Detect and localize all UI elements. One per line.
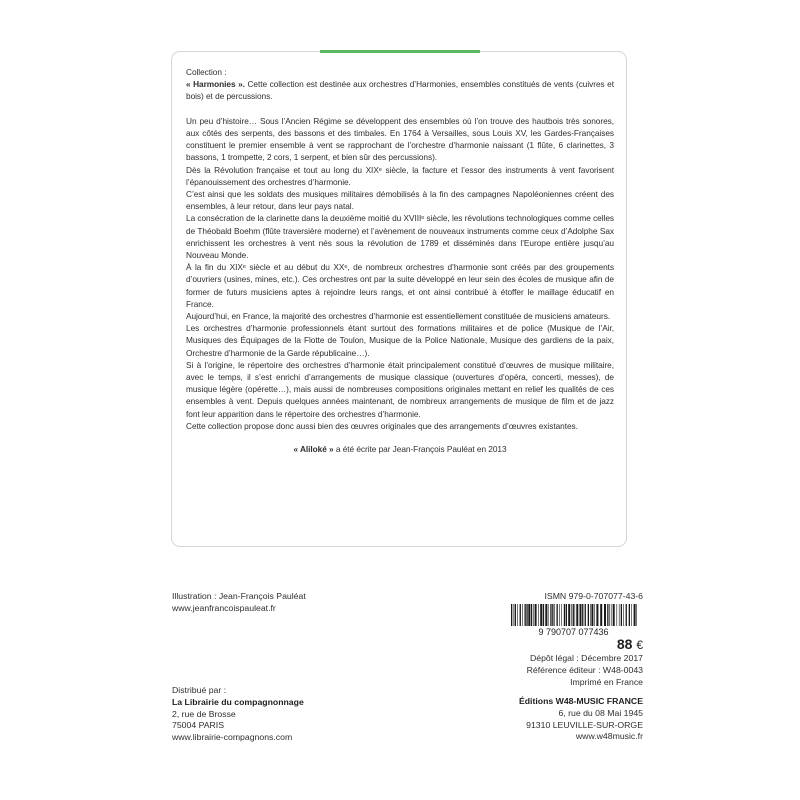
collection-intro — [186, 78, 614, 102]
barcode-bar — [596, 604, 598, 626]
barcode-bar — [561, 604, 562, 626]
paragraph-history: Un peu d’histoire… Sous l’Ancien Régime se développent des ensembles où l’on trouve des hautbois très sonores, aux côtés des serpents, des bassons et des timbales. En 1764 à Versailles, sous Louis XV, les Gardes-Françaises constituent le premier ensemble à vent se rapprochant de l’orchestre d’harmonie naissant (1 flûte, 6 clarinettes, 3 bassons, 1 trompette, 2 cors, 1 serpent, et bien sûr des percussions). — [186, 115, 614, 163]
price — [617, 636, 643, 654]
barcode-bar — [617, 604, 618, 626]
distributor-block — [172, 685, 304, 744]
paragraph: Si à l’origine, le répertoire des orchestres d’harmonie était principalement constitué d’œuvres de musique militaire, avec le temps, il s’est enrichi d’arrangements de musique classique (ouvertures d’opéra, concerti, messes), de musique légère (opérette…), mais aussi de nombreuses compositions originales mettant en relief les qualités de ces ensembles à vent. Depuis quelques années maintenant, de nombreux arrangements de musique de film et de jazz font leur apparition dans le répertoire des orchestres d’harmonie. — [186, 359, 614, 419]
barcode-bar — [575, 604, 576, 626]
barcode-bar — [557, 604, 558, 626]
barcode-bar — [515, 604, 516, 626]
barcode-bar — [543, 604, 544, 626]
printed-in: Imprimé en France — [570, 676, 643, 687]
publisher-street: 6, rue du 08 Mai 1945 — [558, 707, 643, 718]
barcode-bar — [554, 604, 555, 626]
barcode-bar — [590, 604, 591, 626]
barcode-bar — [609, 604, 610, 626]
isbn: ISMN 979-0-707077-43-6 — [544, 591, 643, 601]
barcode-bar — [604, 604, 606, 626]
legal-deposit: Dépôt légal : Décembre 2017 — [529, 653, 643, 663]
work-credit — [186, 443, 614, 455]
barcode-bar — [626, 604, 627, 626]
barcode-bar — [552, 604, 553, 626]
barcode-bar — [540, 604, 542, 626]
distributor-website: www.librairie-compagnons.com — [172, 732, 293, 743]
barcode — [503, 604, 644, 636]
illustration-credit — [172, 591, 306, 615]
barcode-bars — [511, 604, 637, 626]
barcode-bar — [535, 604, 537, 626]
work-title: « Aliloké » — [293, 444, 334, 455]
barcode-bar — [585, 604, 586, 626]
barcode-bar — [623, 604, 624, 626]
barcode-bar — [613, 604, 615, 626]
barcode-bar — [517, 604, 518, 626]
barcode-bar — [531, 604, 532, 626]
collection-label: Collection : — [186, 67, 227, 77]
distributor-street: 2, rue de Brosse — [172, 708, 236, 719]
barcode-digits: 9 790707 077436 — [538, 627, 609, 636]
price-amount: 88 — [616, 636, 633, 652]
barcode-bar — [550, 604, 551, 626]
barcode-bar — [594, 604, 595, 626]
publisher-city: 91310 LEUVILLE-SUR-ORGE — [526, 719, 643, 730]
barcode-bar — [511, 604, 512, 626]
barcode-bar — [525, 604, 526, 626]
barcode-bar — [600, 604, 602, 626]
barcode-bar — [564, 604, 565, 626]
accent-bar — [320, 50, 480, 53]
barcode-bar — [559, 604, 560, 626]
price-currency: € — [636, 638, 643, 652]
barcode-bar — [591, 604, 593, 626]
publisher-block — [519, 696, 643, 743]
barcode-bar — [573, 604, 574, 626]
barcode-bar — [538, 604, 539, 626]
barcode-bar — [631, 604, 632, 626]
paragraph: Les orchestres d’harmonie professionnels étant surtout des formations militaires et de police (Musique de l’Air, Musiques des Équipages de la Flotte de Toulon, Musique de la Police Nationale, Musique des gardiens de la paix, Orchestre d’harmonie de la Garde républicaine…). — [186, 323, 614, 358]
barcode-bar — [566, 604, 567, 626]
distributor-label: Distribué par : — [172, 685, 227, 695]
barcode-bar — [526, 604, 527, 626]
paragraph: La consécration de la clarinette dans la deuxième moitié du XVIIIᵉ siècle, les révolutions technologiques comme celles de Théobald Boehm (flûte traversière moderne) et l’avènement de nouveaux instruments comme ceux d’Adolphe Sax enrichissent les orchestres à vent nés sous la révolution de 1789 et disséminés dans l’Europe entière jusqu’au Nouveau Monde. — [186, 213, 614, 261]
barcode-bar — [545, 604, 547, 626]
publisher-website: www.w48music.fr — [575, 731, 643, 742]
collection-title: « Harmonies ». — [186, 79, 245, 90]
barcode-bar — [634, 604, 636, 626]
illustration-line: Illustration : Jean-François Pauléat — [172, 591, 306, 601]
publisher-reference: Référence éditeur : W48-0043 — [526, 664, 643, 675]
publisher-name: Éditions W48-MUSIC FRANCE — [518, 696, 643, 706]
barcode-bar — [607, 604, 608, 626]
collection-desc: Cette collection est destinée aux orchestres d’Harmonies, ensembles constitués de vents (cuivres et bois) et de percussions. — [186, 79, 614, 102]
distributor-city: 75004 PARIS — [172, 720, 224, 731]
barcode-bar — [582, 604, 583, 626]
barcode-bar — [514, 604, 515, 626]
barcode-bar — [533, 604, 534, 626]
distributor-name: La Librairie du compagnonnage — [172, 696, 304, 707]
barcode-bar — [528, 604, 530, 626]
barcode-bar — [611, 604, 612, 626]
barcode-bar — [576, 604, 578, 626]
barcode-bar — [522, 604, 523, 626]
barcode-bar — [621, 604, 622, 626]
barcode-bar — [520, 604, 521, 626]
collection-text — [186, 66, 614, 455]
barcode-bar — [571, 604, 572, 626]
barcode-bar — [548, 604, 549, 626]
illustrator-website: www.jeanfrancoispauleat.fr — [172, 602, 276, 613]
barcode-bar — [568, 604, 570, 626]
paragraph: Cette collection propose donc aussi bien des œuvres originales que des arrangements d’œuvres existantes. — [186, 420, 578, 431]
legal-block — [527, 653, 643, 688]
paragraph: C’est ainsi que les soldats des musiques militaires démobilisés à la fin des campagnes Napoléoniennes créent des ensembles, à leur retour, dans leur pays natal. — [186, 189, 614, 212]
barcode-bar — [588, 604, 589, 626]
paragraph: À la fin du XIXᵉ siècle et au début du XXᵉ, de nombreux orchestres d’harmonie sont créés par des groupements d’ouvriers (usines, mines, etc.). Ces orchestres ont par la suite développé en leur sein des écoles de musique afin de former de futurs musiciens aptes à rejoindre leurs rangs, et ont ainsi contribué à étoffer le maillage éducatif en France. — [186, 262, 614, 309]
barcode-bar — [580, 604, 582, 626]
work-credit-text: a été écrite par Jean-François Pauléat en 2013 — [333, 444, 507, 455]
paragraph: Dès la Révolution française et tout au long du XIXᵉ siècle, la facture et l’essor des instruments à vent favorisent l’épanouissement des orchestres d’harmonie. — [186, 164, 614, 187]
paragraph: Aujourd’hui, en France, la majorité des orchestres d’harmonie est essentiellement constituée de musiciens amateurs. — [186, 311, 611, 322]
barcode-bar — [636, 604, 637, 626]
barcode-bar — [619, 604, 620, 626]
barcode-bar — [629, 604, 630, 626]
